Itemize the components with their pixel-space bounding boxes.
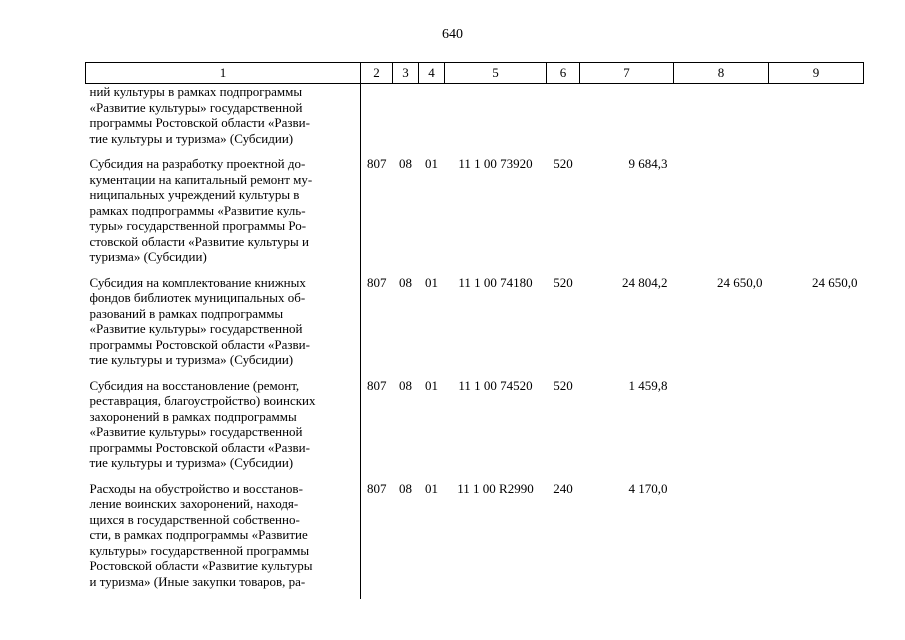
description-line: Субсидия на восстановление (ремонт, xyxy=(89,377,300,393)
row-description xyxy=(86,481,361,600)
row-admin-code: 807 xyxy=(367,156,387,171)
header-col-1: 1 xyxy=(86,63,361,84)
header-col-6: 6 xyxy=(547,63,580,84)
row-expense-type xyxy=(547,84,580,157)
row-expense-type: 520 xyxy=(553,274,573,290)
description-line: программы Ростовской области «Разви- xyxy=(89,115,310,130)
row-amount-year-1: 24 804,2 xyxy=(622,274,668,290)
description-line: программы Ростовской области «Разви- xyxy=(89,336,310,352)
row-expense-type: 520 xyxy=(553,377,573,393)
row-amount-year-3: 24 650,0 xyxy=(812,274,858,290)
description-line: программы Ростовской области «Разви- xyxy=(89,439,310,455)
header-col-9: 9 xyxy=(769,63,864,84)
description-line: «Развитие культуры» государственной xyxy=(89,321,303,336)
description-line: рамках подпрограммы «Развитие куль- xyxy=(89,202,306,218)
row-subsection: 01 xyxy=(425,274,438,290)
row-expense-type: 520 xyxy=(553,156,573,171)
row-expense-type: 240 xyxy=(553,480,573,496)
row-admin-code: 807 xyxy=(367,274,387,290)
row-amount-year-1: 9 684,3 xyxy=(628,156,668,171)
table-header-row xyxy=(86,63,864,84)
row-amount-year-1: 1 459,8 xyxy=(628,377,668,393)
row-amount-year-3 xyxy=(769,156,864,275)
row-amount-year-2 xyxy=(674,156,769,275)
header-col-4: 4 xyxy=(419,63,445,84)
row-section: 08 xyxy=(399,480,412,496)
description-line: туры» государственной программы Ро- xyxy=(89,218,307,233)
table-row xyxy=(86,156,864,275)
description-line: кументации на капитальный ремонт му- xyxy=(89,171,313,187)
description-line: Расходы на обустройство и восстанов- xyxy=(89,480,303,496)
description-line: сти, в рамках подпрограммы «Развитие xyxy=(89,527,308,542)
row-amount-year-2 xyxy=(674,378,769,481)
header-col-3: 3 xyxy=(393,63,419,84)
row-amount-year-1 xyxy=(580,84,674,157)
table-row xyxy=(86,275,864,378)
row-description xyxy=(86,378,361,481)
row-description xyxy=(86,156,361,275)
page-number: 640 xyxy=(442,27,463,42)
description-line: разований в рамках подпрограммы xyxy=(89,305,284,321)
row-subsection: 01 xyxy=(425,377,438,393)
description-line: захоронений в рамках подпрограммы xyxy=(89,408,297,424)
description-line: Субсидия на комплектование книжных xyxy=(89,274,306,290)
row-description xyxy=(86,84,361,157)
table-body xyxy=(86,84,864,600)
description-line: щихся в государственной собственно- xyxy=(89,511,300,527)
row-admin-code xyxy=(361,84,393,157)
row-section xyxy=(393,84,419,157)
description-line: ление воинских захоронений, находя- xyxy=(89,496,299,511)
description-line: и туризма» (Иные закупки товаров, ра- xyxy=(89,573,306,589)
row-subsection: 01 xyxy=(425,156,438,171)
description-line: тие культуры и туризма» (Субсидии) xyxy=(89,352,294,367)
row-amount-year-3 xyxy=(769,84,864,157)
table-row xyxy=(86,378,864,481)
row-target-article: 11 1 00 74180 xyxy=(458,274,533,290)
row-target-article xyxy=(445,84,547,157)
row-subsection: 01 xyxy=(425,480,438,496)
description-line: ниципальных учреждений культуры в xyxy=(89,187,300,202)
row-admin-code: 807 xyxy=(367,480,387,496)
row-target-article: 11 1 00 73920 xyxy=(458,156,533,171)
row-description xyxy=(86,275,361,378)
header-col-2: 2 xyxy=(361,63,393,84)
row-section: 08 xyxy=(399,377,412,393)
description-line: туризма» (Субсидии) xyxy=(89,249,207,264)
description-line: ний культуры в рамках подпрограммы xyxy=(89,84,303,99)
description-line: Субсидия на разработку проектной до- xyxy=(89,156,306,171)
header-col-5: 5 xyxy=(445,63,547,84)
table-row xyxy=(86,481,864,600)
row-amount-year-1: 4 170,0 xyxy=(628,480,668,496)
row-section: 08 xyxy=(399,156,412,171)
description-line: «Развитие культуры» государственной xyxy=(89,424,303,439)
header-col-7: 7 xyxy=(580,63,674,84)
description-line: тие культуры и туризма» (Субсидии) xyxy=(89,130,294,146)
description-line: стовской области «Развитие культуры и xyxy=(89,233,310,249)
description-line: тие культуры и туризма» (Субсидии) xyxy=(89,455,294,470)
row-section: 08 xyxy=(399,274,412,290)
description-line: «Развитие культуры» государственной xyxy=(89,99,303,115)
row-amount-year-3 xyxy=(769,378,864,481)
row-amount-year-3 xyxy=(769,481,864,600)
description-line: культуры» государственной программы xyxy=(89,542,310,558)
row-amount-year-2 xyxy=(674,481,769,600)
row-amount-year-2: 24 650,0 xyxy=(717,274,763,290)
description-line: фондов библиотек муниципальных об- xyxy=(89,290,306,305)
description-line: реставрация, благоустройство) воинских xyxy=(89,393,316,408)
row-target-article: 11 1 00 74520 xyxy=(458,377,533,393)
table-row xyxy=(86,84,864,157)
description-line: Ростовской области «Развитие культуры xyxy=(89,558,313,573)
row-admin-code: 807 xyxy=(367,377,387,393)
budget-table xyxy=(85,62,864,599)
row-target-article: 11 1 00 R2990 xyxy=(457,480,534,496)
row-subsection xyxy=(419,84,445,157)
header-col-8: 8 xyxy=(674,63,769,84)
row-amount-year-2 xyxy=(674,84,769,157)
